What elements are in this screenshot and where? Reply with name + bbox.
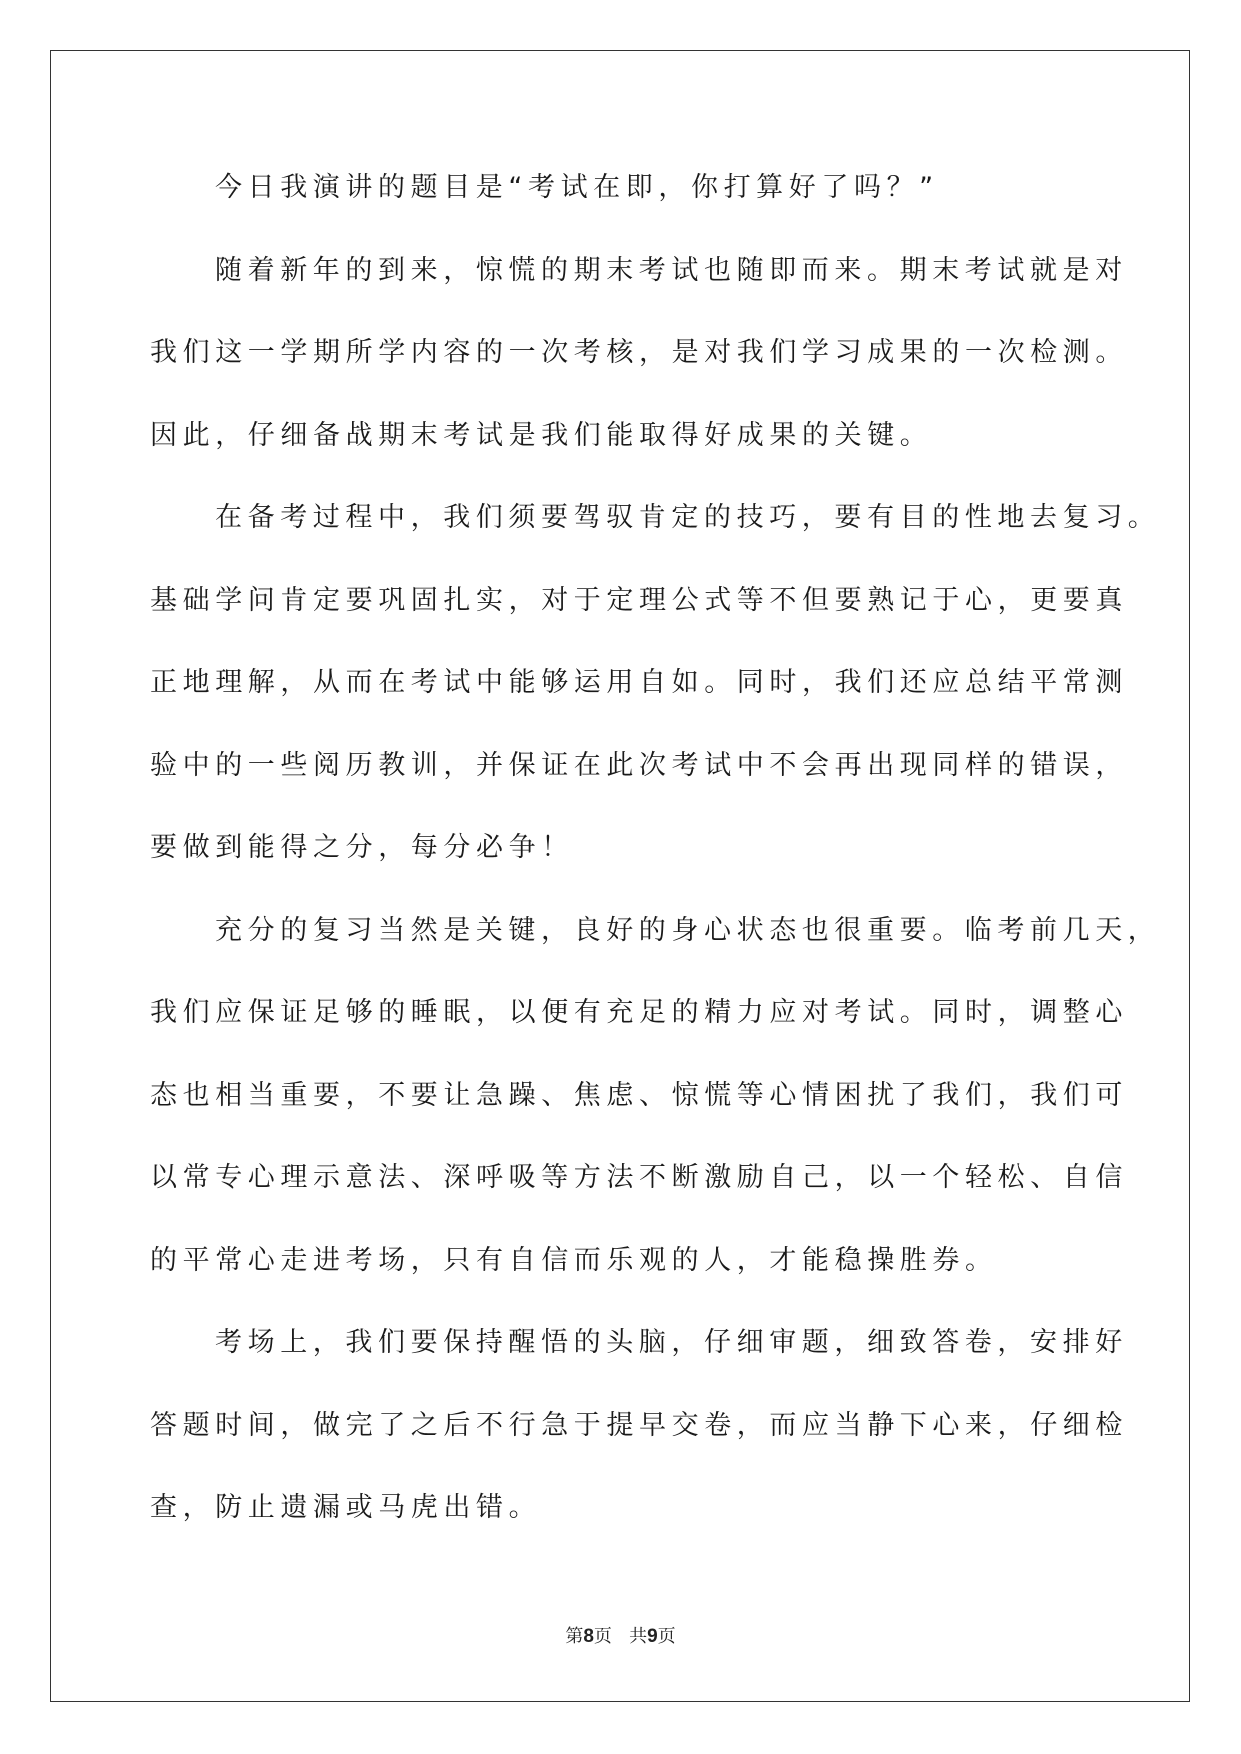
paragraph-line: 随着新年的到来，惊慌的期末考试也随即而来。期末考试就是对 xyxy=(215,254,1128,286)
paragraph-line: 以常专心理示意法、深呼吸等方法不断激励自己，以一个轻松、自信 xyxy=(150,1162,1128,1193)
paragraph-line: 因此，仔细备战期末考试是我们能取得好成果的关键。 xyxy=(150,419,933,451)
current-page-number: 8 xyxy=(583,1626,594,1647)
paragraph-line: 要做到能得之分，每分必争！ xyxy=(150,832,574,863)
document-body xyxy=(150,158,1161,1561)
total-pages-number: 9 xyxy=(647,1626,658,1647)
paragraph-line: 答题时间，做完了之后不行急于提早交卷，而应当静下心来，仔细检 xyxy=(150,1409,1128,1441)
paragraph-line: 今日我演讲的题目是“考试在即，你打算好了吗？” xyxy=(215,172,939,203)
paragraph-line: 验中的一些阅历教训，并保证在此次考试中不会再出现同样的错误， xyxy=(150,749,1128,781)
paragraph-line: 考场上，我们要保持醒悟的头脑，仔细审题，细致答卷，安排好 xyxy=(215,1327,1128,1358)
page-footer xyxy=(0,1622,1241,1648)
page-suffix: 页 xyxy=(593,1626,612,1647)
paragraph-line: 查，防止遗漏或马虎出错。 xyxy=(150,1492,542,1523)
total-prefix: 共 xyxy=(629,1626,648,1647)
paragraph-line: 我们应保证足够的睡眠，以便有充足的精力应对考试。同时，调整心 xyxy=(150,997,1128,1028)
paragraph-line: 基础学问肯定要巩固扎实，对于定理公式等不但要熟记于心，更要真 xyxy=(150,584,1128,616)
paragraph-line: 态也相当重要，不要让急躁、焦虑、惊慌等心情困扰了我们，我们可 xyxy=(150,1079,1128,1111)
paragraph-line: 的平常心走进考场，只有自信而乐观的人，才能稳操胜券。 xyxy=(150,1244,998,1276)
paragraph-line: 在备考过程中，我们须要驾驭肯定的技巧，要有目的性地去复习。 xyxy=(215,502,1161,533)
page-prefix: 第 xyxy=(565,1626,584,1647)
total-suffix: 页 xyxy=(657,1626,676,1647)
paragraph-line: 充分的复习当然是关键，良好的身心状态也很重要。临考前几天， xyxy=(215,914,1161,946)
paragraph-line: 正地理解，从而在考试中能够运用自如。同时，我们还应总结平常测 xyxy=(150,667,1128,698)
paragraph-line: 我们这一学期所学内容的一次考核，是对我们学习成果的一次检测。 xyxy=(150,337,1128,368)
